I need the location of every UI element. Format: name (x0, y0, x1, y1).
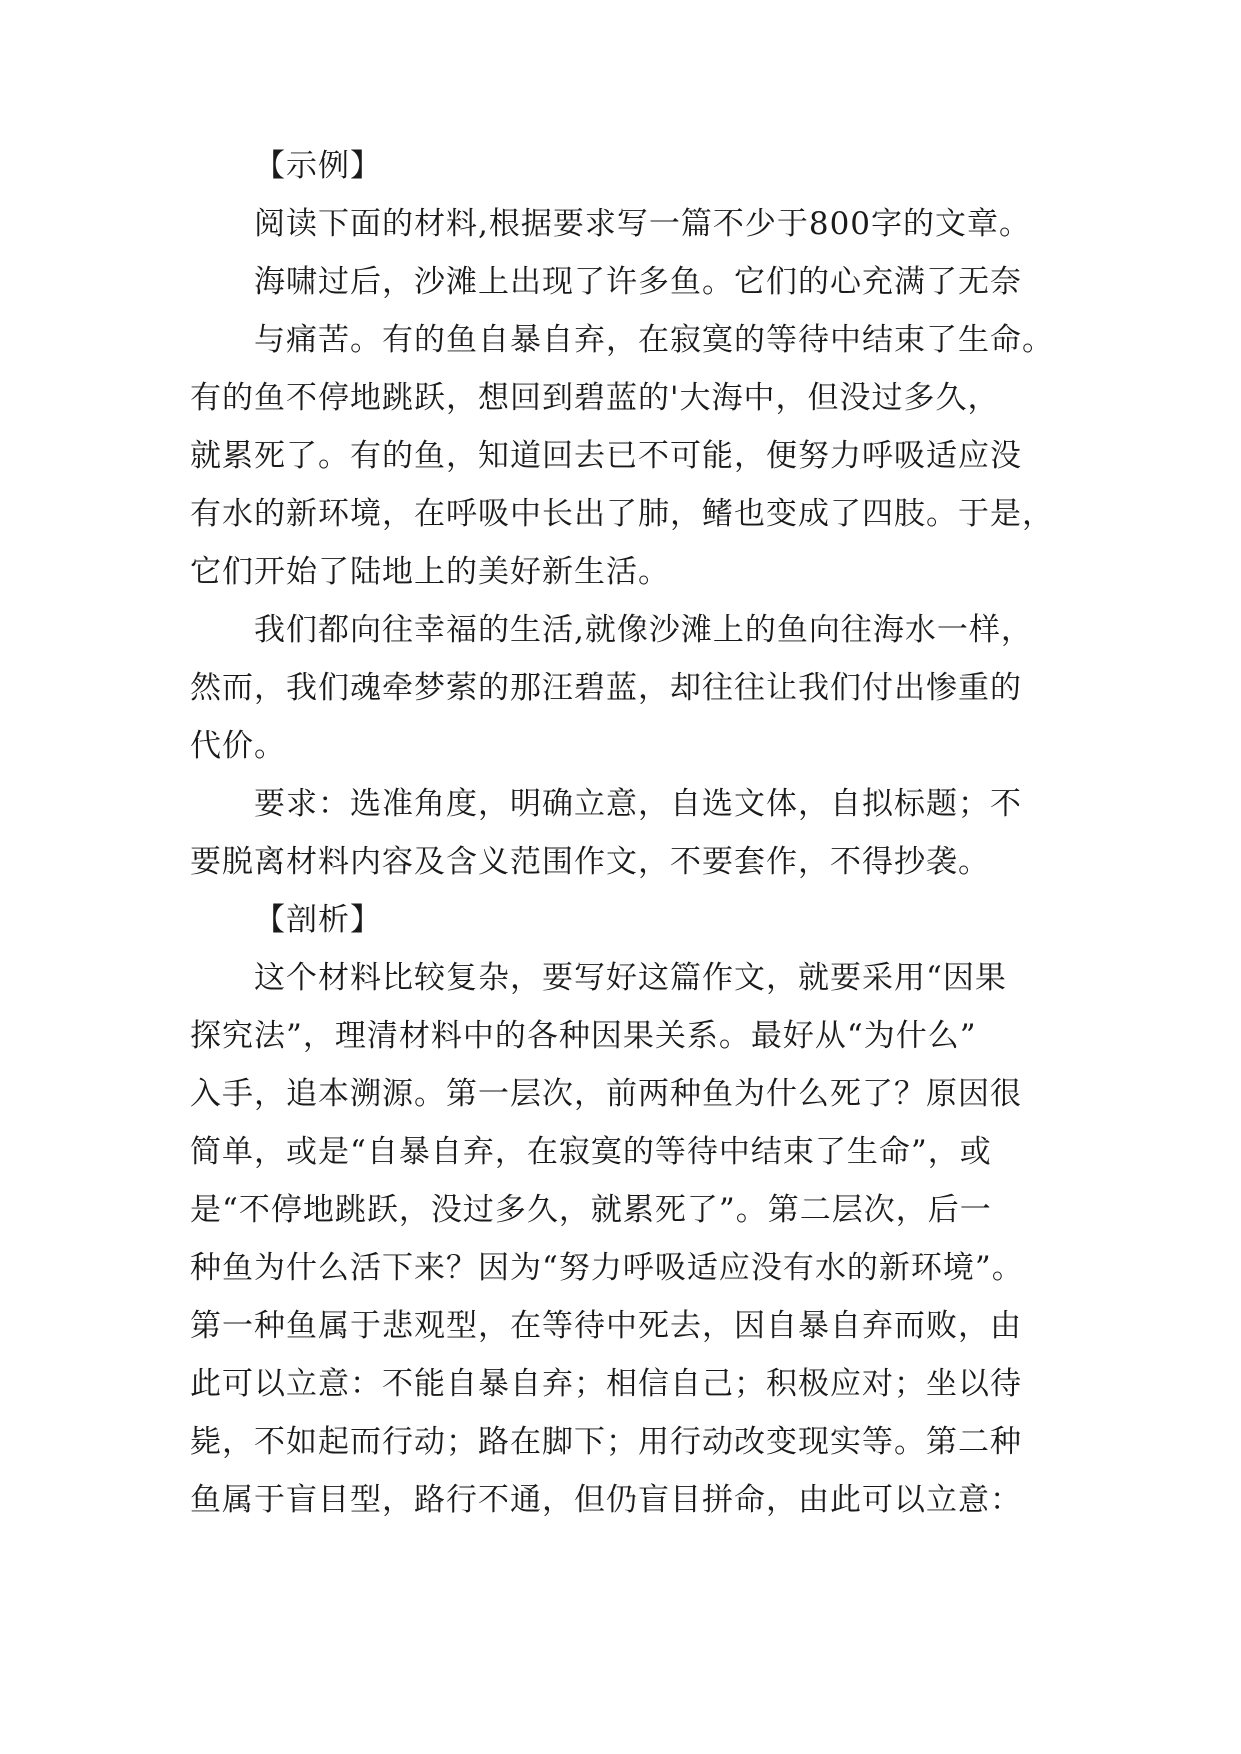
text-line: 然而，我们魂牵梦萦的那汪碧蓝，却往往让我们付出惨重的 (190, 670, 1022, 706)
text-line: 就累死了。有的鱼，知道回去已不可能，便努力呼吸适应没 (190, 438, 1022, 474)
analysis-heading: 【剖析】 (254, 902, 382, 938)
analysis-line: 简单，或是“自暴自弃，在寂寞的等待中结束了生命”，或 (190, 1134, 992, 1170)
text-line: 代价。 (190, 728, 286, 764)
analysis-line: 毙，不如起而行动；路在脚下；用行动改变现实等。第二种 (190, 1424, 1022, 1460)
analysis-line: 是“不停地跳跃，没过多久，就累死了”。第二层次，后一 (190, 1192, 992, 1228)
text-line: 要求：选准角度，明确立意，自选文体，自拟标题；不 (254, 786, 1022, 822)
analysis-line: 鱼属于盲目型，路行不通，但仍盲目拼命，由此可以立意： (190, 1482, 1022, 1518)
text-line: 我们都向往幸福的生活,就像沙滩上的鱼向往海水一样， (254, 612, 1033, 648)
analysis-line: 入手，追本溯源。第一层次，前两种鱼为什么死了？原因很 (190, 1076, 1022, 1112)
analysis-line: 探究法”，理清材料中的各种因果关系。最好从“为什么” (190, 1018, 977, 1054)
text-line: 与痛苦。有的鱼自暴自弃，在寂寞的等待中结束了生命。 (254, 322, 1054, 358)
text-line: 要脱离材料内容及含义范围作文，不要套作，不得抄袭。 (190, 844, 990, 880)
analysis-line: 此可以立意：不能自暴自弃；相信自己；积极应对；坐以待 (190, 1366, 1022, 1402)
text-line: 有水的新环境，在呼吸中长出了肺，鳍也变成了四肢。于是， (190, 496, 1054, 532)
analysis-line: 第一种鱼属于悲观型，在等待中死去，因自暴自弃而败，由 (190, 1308, 1022, 1344)
analysis-line: 种鱼为什么活下来？因为“努力呼吸适应没有水的新环境”。 (190, 1250, 1024, 1286)
example-heading: 【示例】 (254, 148, 382, 184)
text-line: 它们开始了陆地上的美好新生活。 (190, 554, 670, 590)
text-line: 阅读下面的材料,根据要求写一篇不少于800字的文章。 (254, 206, 1032, 242)
text-line: 有的鱼不停地跳跃，想回到碧蓝的'大海中，但没过多久， (190, 380, 1000, 416)
analysis-line: 这个材料比较复杂，要写好这篇作文，就要采用“因果 (254, 960, 1007, 996)
text-line: 海啸过后，沙滩上出现了许多鱼。它们的心充满了无奈 (254, 264, 1022, 300)
